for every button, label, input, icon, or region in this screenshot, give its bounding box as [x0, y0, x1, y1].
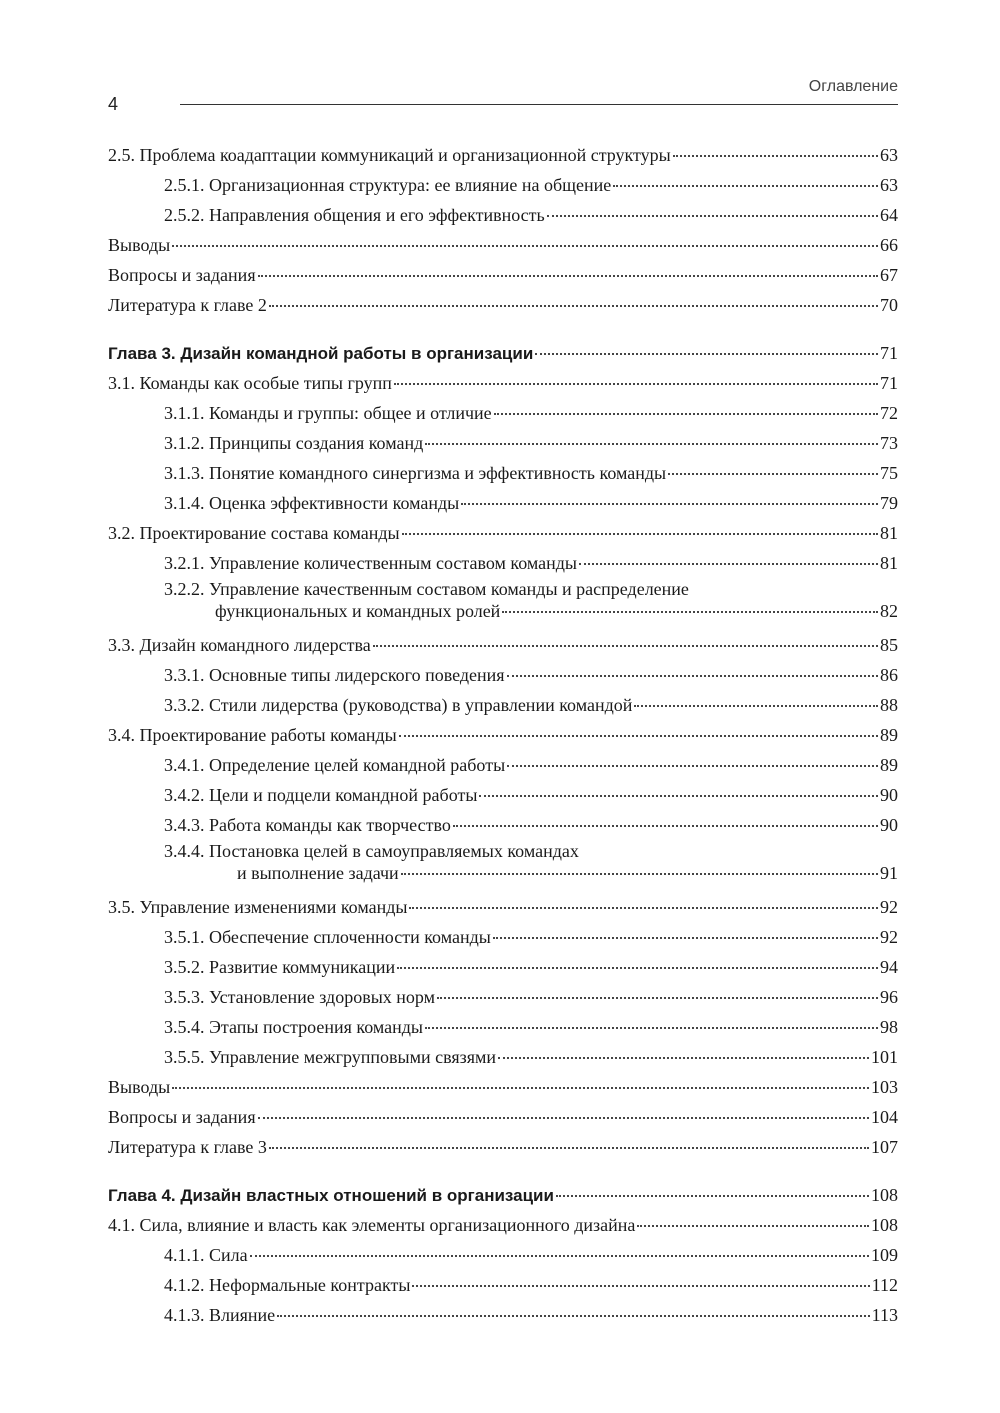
toc-entry-page: 91	[880, 863, 898, 883]
toc-entry-page: 70	[880, 295, 898, 315]
leader-dots	[494, 412, 878, 415]
toc-entry-title: Выводы	[108, 235, 171, 255]
toc-entry-page: 72	[880, 403, 898, 423]
leader-dots	[634, 704, 878, 707]
toc-entry-title: Вопросы и задания	[108, 265, 256, 285]
leader-dots	[507, 674, 878, 677]
toc-entry-title: 3.4. Проектирование работы команды	[108, 725, 397, 745]
toc-entry[interactable]	[108, 140, 898, 170]
toc-entry[interactable]	[108, 260, 898, 290]
leader-dots	[401, 872, 878, 875]
toc-entry-page: 86	[880, 665, 898, 685]
toc-entry[interactable]	[108, 230, 898, 260]
toc-entry[interactable]	[108, 290, 898, 320]
toc-entry[interactable]	[108, 892, 898, 922]
toc-entry[interactable]	[108, 660, 898, 690]
toc-entry[interactable]	[108, 1012, 898, 1042]
toc-entry-page: 75	[880, 463, 898, 483]
leader-dots	[373, 644, 878, 647]
toc-entry-page: 64	[880, 205, 898, 225]
leader-dots	[668, 472, 878, 475]
toc-entry-page: 79	[880, 493, 898, 513]
toc-entry[interactable]	[108, 170, 898, 200]
toc-entry-title: 3.4.1. Определение целей командной работы	[164, 755, 506, 775]
toc-entry[interactable]	[108, 1102, 898, 1132]
toc-entry-title: 3.2.1. Управление количественным составом команды	[164, 553, 578, 573]
leader-dots	[258, 274, 878, 277]
toc-entry-page: 96	[880, 987, 898, 1007]
leader-dots	[498, 1056, 869, 1059]
toc-entry-page: 67	[880, 265, 898, 285]
toc-entry-title: 4.1.3. Влияние	[164, 1305, 276, 1325]
toc-entry-page: 71	[880, 373, 898, 393]
toc-entry[interactable]	[108, 840, 898, 892]
toc-entry-page: 81	[880, 553, 898, 573]
toc-entry[interactable]	[108, 368, 898, 398]
toc-entry-page: 63	[880, 175, 898, 195]
toc-entry[interactable]	[108, 578, 898, 630]
toc-entry-title: 4.1.2. Неформальные контракты	[164, 1275, 411, 1295]
toc-entry[interactable]	[108, 458, 898, 488]
toc-entry[interactable]	[108, 952, 898, 982]
toc-chapter-heading[interactable]	[108, 1180, 898, 1210]
leader-dots	[673, 154, 878, 157]
toc-entry-title: Выводы	[108, 1077, 171, 1097]
leader-dots	[397, 966, 878, 969]
toc-entry-page: 85	[880, 635, 898, 655]
leader-dots	[409, 906, 878, 909]
toc-entry[interactable]	[108, 398, 898, 428]
toc-entry-title: 3.5.3. Установление здоровых норм	[164, 987, 436, 1007]
toc-entry-title: 3.4.2. Цели и подцели командной работы	[164, 785, 478, 805]
toc-entry-title: 3.1.2. Принципы создания команд	[164, 433, 424, 453]
leader-dots	[502, 610, 878, 613]
toc-entry-page: 89	[880, 755, 898, 775]
section-gap	[108, 320, 898, 338]
leader-dots	[479, 794, 878, 797]
toc-entry-page: 63	[880, 145, 898, 165]
toc-entry-page: 113	[871, 1305, 898, 1325]
toc-entry[interactable]	[108, 1210, 898, 1240]
leader-dots	[172, 244, 878, 247]
toc-entry-title: Глава 3. Дизайн командной работы в организации	[108, 344, 534, 363]
toc-entry-page: 73	[880, 433, 898, 453]
toc-entry-title: 3.1.3. Понятие командного синергизма и эффективность команды	[164, 463, 667, 483]
leader-dots	[402, 532, 878, 535]
leader-dots	[547, 214, 878, 217]
toc-entry[interactable]	[108, 548, 898, 578]
toc-entry[interactable]	[108, 1300, 898, 1330]
toc-entry-title: 4.1.1. Сила	[164, 1245, 248, 1265]
toc-entry[interactable]	[108, 1132, 898, 1162]
toc-entry[interactable]	[108, 780, 898, 810]
toc-entry-title: 3.3.1. Основные типы лидерского поведения	[164, 665, 505, 685]
running-head: Оглавление	[808, 78, 898, 95]
toc-chapter-heading[interactable]	[108, 338, 898, 368]
leader-dots	[277, 1314, 870, 1317]
leader-dots	[437, 996, 878, 999]
toc-entry[interactable]	[108, 488, 898, 518]
leader-dots	[394, 382, 878, 385]
toc-entry-page: 104	[871, 1107, 898, 1127]
leader-dots	[507, 764, 878, 767]
toc-entry[interactable]	[108, 690, 898, 720]
leader-dots	[425, 442, 878, 445]
leader-dots	[250, 1254, 869, 1257]
toc-entry[interactable]	[108, 1042, 898, 1072]
toc-entry[interactable]	[108, 1240, 898, 1270]
toc-entry-page: 88	[880, 695, 898, 715]
toc-entry-page: 66	[880, 235, 898, 255]
toc-entry-page: 108	[871, 1215, 898, 1235]
leader-dots	[412, 1284, 869, 1287]
toc-entry-title: 3.4.3. Работа команды как творчество	[164, 815, 451, 835]
toc-entry-page: 108	[871, 1185, 898, 1205]
toc-entry-title: 3.1.4. Оценка эффективности команды	[164, 493, 460, 513]
toc-entry-page: 90	[880, 815, 898, 835]
leader-dots	[535, 352, 878, 355]
toc-entry-page: 71	[880, 343, 898, 363]
toc-entry[interactable]	[108, 200, 898, 230]
toc-entry-title: 3.5.2. Развитие коммуникации	[164, 957, 396, 977]
section-gap	[108, 1162, 898, 1180]
table-of-contents	[108, 140, 898, 1330]
toc-entry[interactable]	[108, 428, 898, 458]
toc-entry-title: 2.5.1. Организационная структура: ее влияние на общение	[164, 175, 612, 195]
toc-entry-page: 82	[880, 601, 898, 621]
toc-entry-page: 92	[880, 927, 898, 947]
toc-entry[interactable]	[108, 1072, 898, 1102]
toc-entry[interactable]	[108, 810, 898, 840]
header-rule	[180, 104, 898, 105]
leader-dots	[556, 1194, 869, 1197]
toc-entry-page: 107	[871, 1137, 898, 1157]
toc-entry-title-line2: функциональных и командных ролей	[215, 601, 501, 621]
toc-entry-title: 3.3. Дизайн командного лидерства	[108, 635, 371, 655]
toc-entry[interactable]	[108, 518, 898, 548]
toc-entry-title: Глава 4. Дизайн властных отношений в организации	[108, 1186, 554, 1205]
leader-dots	[453, 824, 878, 827]
toc-entry-page: 81	[880, 523, 898, 543]
toc-entry[interactable]	[108, 630, 898, 660]
toc-entry-title: 3.1.1. Команды и группы: общее и отличие	[164, 403, 492, 423]
leader-dots	[269, 304, 878, 307]
toc-entry-title: 3.3.2. Стили лидерства (руководства) в управлении командой	[164, 695, 633, 715]
toc-entry-title-line2: и выполнение задачи	[237, 863, 399, 883]
toc-entry-title: 3.2. Проектирование состава команды	[108, 523, 400, 543]
leader-dots	[613, 184, 878, 187]
leader-dots	[493, 936, 878, 939]
toc-entry[interactable]	[108, 750, 898, 780]
leader-dots	[461, 502, 878, 505]
toc-entry-title: 3.1. Команды как особые типы групп	[108, 373, 392, 393]
toc-entry-title: 2.5. Проблема коадаптации коммуникаций и организационной структуры	[108, 145, 671, 165]
toc-entry-page: 92	[880, 897, 898, 917]
toc-entry-title-line1: 3.2.2. Управление качественным составом команды и распределение	[164, 579, 689, 599]
toc-entry-title: Литература к главе 2	[108, 295, 267, 315]
toc-entry-page: 109	[871, 1245, 898, 1265]
toc-entry-title: 2.5.2. Направления общения и его эффективность	[164, 205, 545, 225]
leader-dots	[579, 562, 878, 565]
toc-entry[interactable]	[108, 720, 898, 750]
page-number: 4	[108, 94, 119, 114]
toc-entry-title: 3.5.1. Обеспечение сплоченности команды	[164, 927, 491, 947]
leader-dots	[269, 1146, 869, 1149]
toc-entry-page: 98	[880, 1017, 898, 1037]
toc-entry-title: Вопросы и задания	[108, 1107, 256, 1127]
toc-entry-title: 3.5.5. Управление межгрупповыми связями	[164, 1047, 497, 1067]
toc-entry[interactable]	[108, 922, 898, 952]
toc-entry[interactable]	[108, 1270, 898, 1300]
toc-entry-title: 3.5. Управление изменениями команды	[108, 897, 408, 917]
leader-dots	[425, 1026, 878, 1029]
toc-entry-page: 101	[871, 1047, 898, 1067]
toc-entry-title: 3.5.4. Этапы построения команды	[164, 1017, 423, 1037]
toc-entry-page: 89	[880, 725, 898, 745]
toc-entry-page: 112	[871, 1275, 898, 1295]
toc-entry-title: 4.1. Сила, влияние и власть как элементы организационного дизайна	[108, 1215, 636, 1235]
toc-entry-page: 90	[880, 785, 898, 805]
toc-entry-title-line1: 3.4.4. Постановка целей в самоуправляемых командах	[164, 841, 579, 861]
toc-entry[interactable]	[108, 982, 898, 1012]
leader-dots	[258, 1116, 869, 1119]
toc-entry-page: 103	[871, 1077, 898, 1097]
leader-dots	[172, 1086, 869, 1089]
leader-dots	[637, 1224, 869, 1227]
leader-dots	[399, 734, 878, 737]
toc-entry-title: Литература к главе 3	[108, 1137, 267, 1157]
toc-entry-page: 94	[880, 957, 898, 977]
